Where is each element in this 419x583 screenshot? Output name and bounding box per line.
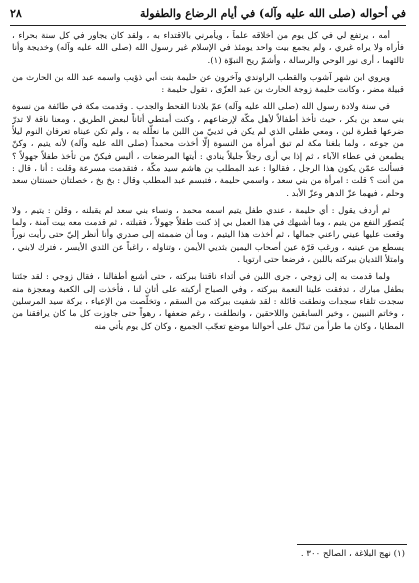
paragraph: أمه ، يرتفع لي في كل يوم من أخلاقه علماً ، ويأمرني بالاقتداء به ، ولقد كان يجاور في كل سنة بحراء ، فأراه ولا يراه غيري ، ولم يجمع بيت واحد يومئذ في الإسلام غير رسول الله (صلى الله عليه وآله) وخديجة وأنا ثالثهما ، أرى نور الوحي والرسالة ، وأشمّ ريح النبوّة (١). — [12, 31, 404, 66]
running-title: في أحواله (صلى الله عليه وآله) في أيام الرضاع والطفولة — [140, 6, 406, 20]
paragraph: في سنة ولادة رسول الله (صلى الله عليه وآله) عمّ بلادنا القحط والجدب . وقدمت مكة في طائفة من نسوة بني سعد بن بكر ، حيث تأخذ أطفالاً لأهل مكّة لإرضاعهم ، وكنت أمتطي أتاناً لبعض الطريق ، ومعنا ناقة لا تدرّ ضرعها قطرة لبن ، ومعي طفلي الذي لم يكن في ثدييّ من اللبن ما نعلّله به ، ولم تكن عيناه تعرفان النوم ليلاً من جوعه ، ولما بلغنا مكة لم تبق أمرأة من النسوة إلّا أخذت محمداً (صلى الله عليه وآله) لأنه يتيم ، وكنّ يطمعن في عطاء الآباء ، ثم إذا بي أرى رجلاً جليلاً ينادي : أيتها المرضعات ، أليس فيكنّ من تأخذ طفلاً جهولاً ؟ فسألت عمّن يكون هذا الرجل ، فقالوا : عبد المطلب بن هاشم سيد مكّة ، فتقدمت مسرعة وقلت : أنا ، قال : من أنت ؟ قلت : امرأة من بني سعد ، واسمي حليمة ، فتبسم عبد المطلب وقال : بخ بخ ، خصلتان حسنتان سعد وحلم ، فيهما عزّ الدهر وعزّ الأبد . — [12, 102, 404, 199]
page-number: ٢٨ — [10, 6, 22, 20]
paragraph: ولما قدمت به إلى زوجي ، جرى اللبن في أثداء ناقتنا ببركته ، حتى أشبع أطفالنا ، فقال زوجي : لقد جئتنا بطفل مبارك ، تدفقت علينا النعمة ببركته ، وفي الصباح أركبته على أتان لنا ، فأخذت إلى الكعبة ومعجزة منه سجدت تلقاء سجدات ونطقت قائلة : لقد شفيت ببركته من السقم ، وتخلّصت من الإعياء ، بركة سيد المرسلين ، وخاتم النبيين ، وخير السابقين واللاحقين ، وانطلقت ، رغم ضعفها ، رهواً حتى جاوزت كل ما كان يرافقنا من المطايا ، وكان ما طرأ من تبدّل على أحوالنا موضع تعجّب الجميع ، وكان كل يوم يأتي منه — [12, 272, 404, 332]
paragraph: ثم أردف يقول : أي حليمة ، عندي طفل يتيم اسمه محمد ، ونساء بني سعد لم يقبلنه ، وقلن : يتيم ، ولا يُتصوّر النفع من يتيم ، وما أشبهك في هذا العمل بي إذ كنت طفلاً جهولاً ، فقبلته ، ثم قدمت معه بيت آمنة ، ولما وقعت عليها عيني راعني جمالها ، ثم أخذت هذا اليتيم ، وما أن ضممته إلى صدري وأنا أنظر إليّ حتى رأيت نوراً يسطع من عينيه ، ورغب قرّة عين أصحاب اليمين بثديي الأيمن ، وتناوله ، راغباً عن الثدي الأيسر ، فترك لابني ، وامتلأ الثديان ببركته باللبن ، فرضعا حتى ارتويا . — [12, 205, 404, 266]
paragraph: ويروي ابن شهر آشوب والقطب الراوندي وآخرون عن حليمة بنت أبي ذؤيب واسمه عبد الله بن الحارث من قبيلة مضر ، وكانت حليمة زوجة الحارث بن عبد العزّى ، تقول حليمة : — [12, 72, 404, 96]
page-header — [10, 4, 406, 22]
footnote-rule — [297, 544, 407, 545]
footnote: (١) نهج البلاغة ، الصالح ٣٠٠ . — [300, 549, 405, 559]
body-text — [12, 30, 404, 535]
header-rule — [10, 25, 406, 26]
